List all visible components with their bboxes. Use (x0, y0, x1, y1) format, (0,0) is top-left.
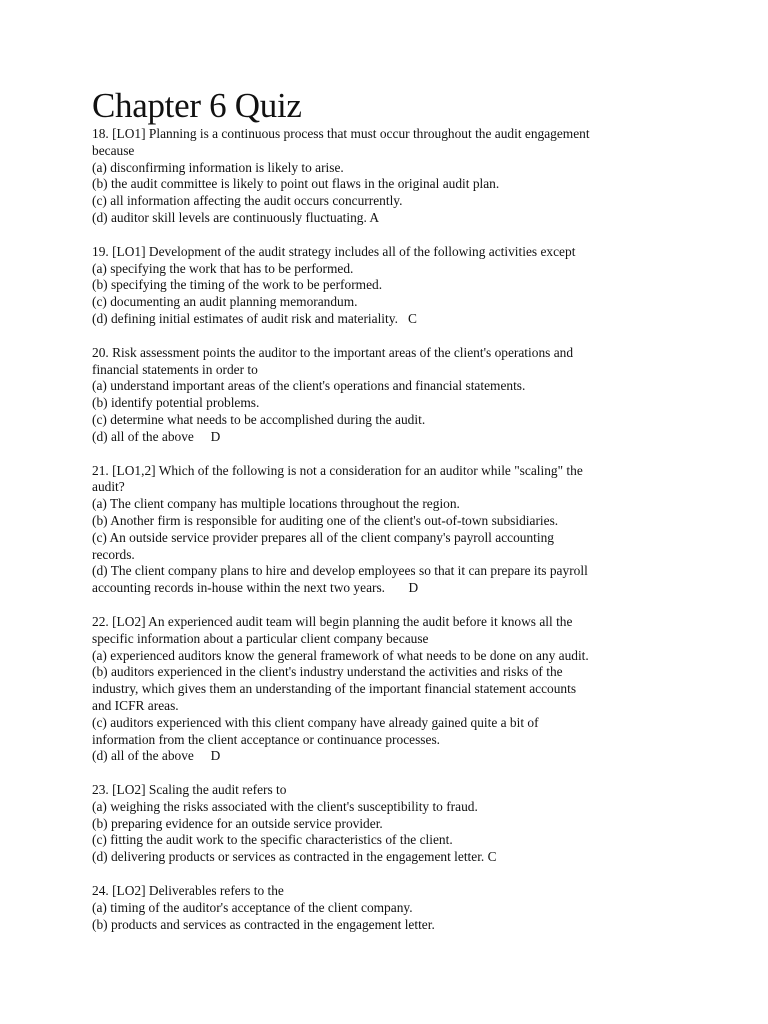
question-list (92, 126, 732, 933)
page-title: Chapter 6 Quiz (92, 86, 302, 125)
question-line: industry, which gives them an understanding of the important financial statement accounts (92, 681, 577, 697)
question-2 (92, 244, 732, 328)
question-line: (b) preparing evidence for an outside service provider. (92, 815, 383, 831)
question-line: (b) products and services as contracted in the engagement letter. (92, 916, 435, 932)
question-line: (d) all of the above D (92, 748, 221, 764)
question-line: records. (92, 546, 135, 562)
question-1 (92, 126, 732, 227)
question-line: (a) disconfirming information is likely to arise. (92, 159, 344, 175)
question-stem: 19. [LO1] Development of the audit strategy includes all of the following activities except (92, 243, 576, 259)
question-line: (b) the audit committee is likely to point out flaws in the original audit plan. (92, 176, 500, 192)
question-stem: 18. [LO1] Planning is a continuous process that must occur throughout the audit engagement (92, 126, 590, 141)
question-stem: 20. Risk assessment points the auditor to the important areas of the client's operations and (92, 344, 574, 360)
question-line: (d) defining initial estimates of audit risk and materiality. C (92, 310, 417, 326)
question-line: (a) specifying the work that has to be performed. (92, 260, 354, 276)
question-line: and ICFR areas. (92, 697, 179, 713)
question-stem: 22. [LO2] An experienced audit team will begin planning the audit before it knows all the (92, 613, 573, 629)
question-line: (b) specifying the timing of the work to be performed. (92, 277, 383, 293)
question-line: (d) auditor skill levels are continuously fluctuating. A (92, 209, 380, 225)
question-line: (a) The client company has multiple locations throughout the region. (92, 496, 460, 512)
question-line: because (92, 142, 135, 158)
question-line: (b) Another firm is responsible for auditing one of the client's out-of-town subsidiaries. (92, 512, 559, 528)
question-7 (92, 883, 732, 933)
question-line: (a) timing of the auditor's acceptance of the client company. (92, 899, 413, 915)
question-line: specific information about a particular client company because (92, 630, 429, 646)
question-3 (92, 345, 732, 446)
question-line: (d) The client company plans to hire and develop employees so that it can prepare its payroll (92, 563, 588, 579)
question-6 (92, 782, 732, 866)
quiz-page (92, 86, 732, 933)
question-line: information from the client acceptance or continuance processes. (92, 731, 441, 747)
question-5 (92, 614, 732, 765)
question-line: (d) all of the above D (92, 428, 221, 444)
question-line: (c) An outside service provider prepares all of the client company's payroll accounting (92, 529, 554, 545)
question-line: (a) understand important areas of the client's operations and financial statements. (92, 378, 526, 394)
question-line: (b) identify potential problems. (92, 395, 260, 411)
question-line: (c) documenting an audit planning memorandum. (92, 294, 358, 310)
question-line: accounting records in-house within the next two years. D (92, 580, 419, 596)
question-line: (a) weighing the risks associated with the client's susceptibility to fraud. (92, 798, 478, 814)
question-line: (c) determine what needs to be accomplished during the audit. (92, 411, 426, 427)
question-line: (c) fitting the audit work to the specific characteristics of the client. (92, 832, 453, 848)
question-stem: 24. [LO2] Deliverables refers to the (92, 883, 284, 899)
question-4 (92, 463, 732, 597)
question-line: (d) delivering products or services as contracted in the engagement letter. C (92, 849, 497, 865)
question-line: (b) auditors experienced in the client's industry understand the activities and risks of the (92, 664, 563, 680)
question-line: (c) all information affecting the audit occurs concurrently. (92, 193, 403, 209)
question-stem: 21. [LO1,2] Which of the following is not a consideration for an auditor while "scaling" the (92, 462, 583, 478)
question-line: (c) auditors experienced with this client company have already gained quite a bit of (92, 714, 539, 730)
question-line: (a) experienced auditors know the general framework of what needs to be done on any audit. (92, 647, 589, 663)
question-line: financial statements in order to (92, 361, 258, 377)
question-line: audit? (92, 479, 125, 495)
question-stem: 23. [LO2] Scaling the audit refers to (92, 782, 287, 798)
